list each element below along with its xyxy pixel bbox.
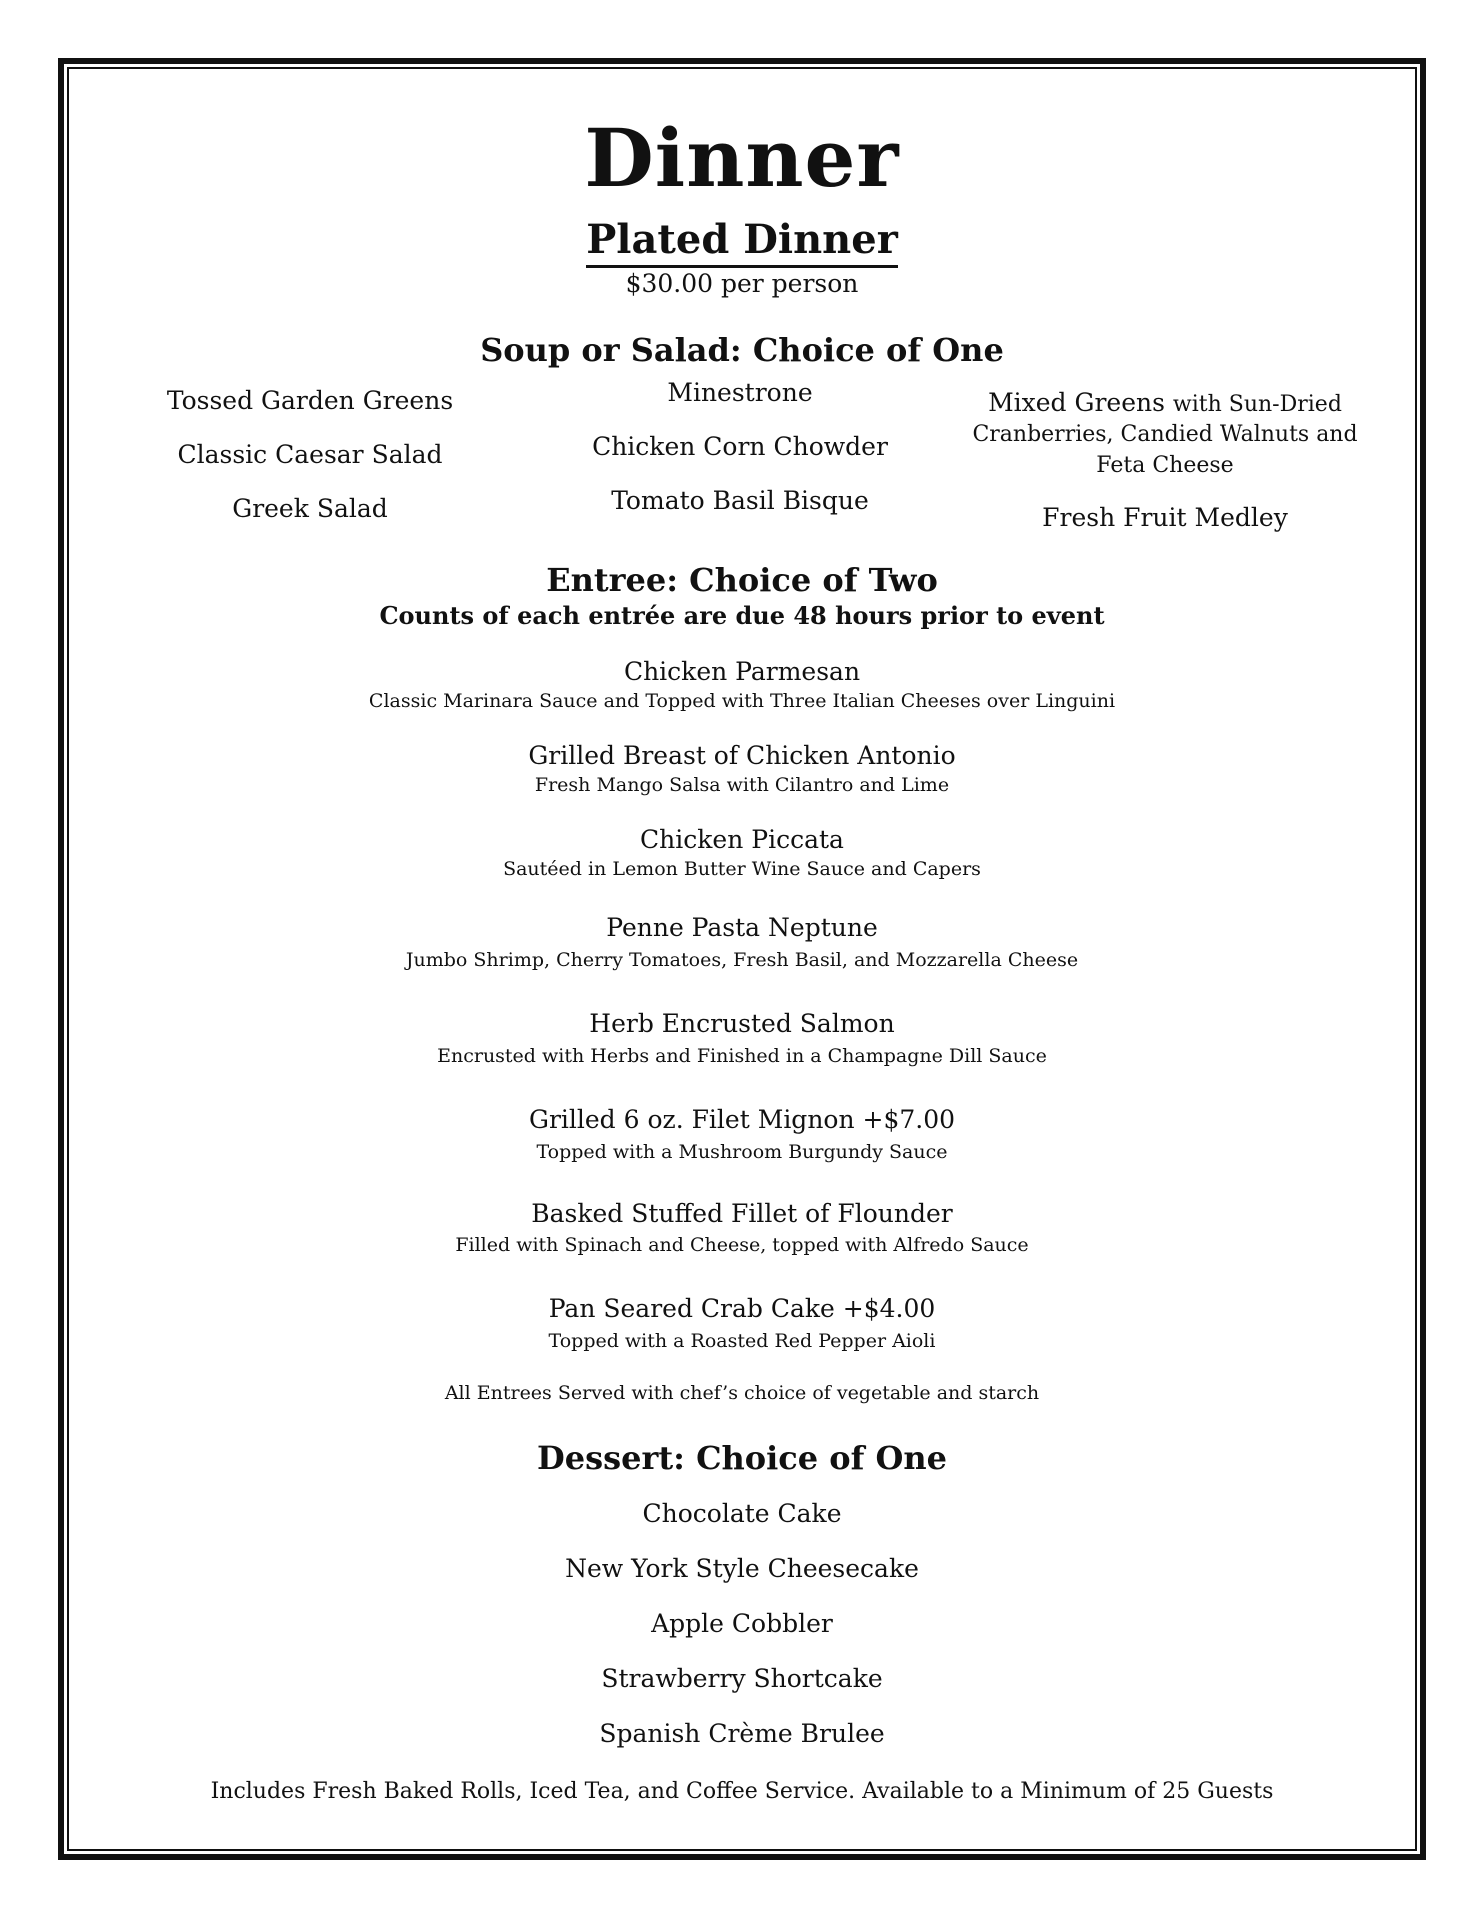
dessert-item: Apple Cobbler: [651, 1609, 833, 1638]
menu-subtitle: [67, 216, 1417, 264]
price-per-person: $30.00 per person: [625, 269, 859, 298]
entree-name: Penne Pasta Neptune: [606, 913, 878, 942]
dessert-item: Strawberry Shortcake: [601, 1664, 883, 1693]
mixed-greens-desc-2: Cranberries, Candied Walnuts and: [972, 422, 1358, 447]
entree-desc: Filled with Spinach and Cheese, topped with Alfredo Sauce: [455, 1234, 1029, 1256]
entree-desc: Classic Marinara Sauce and Topped with Three Italian Cheeses over Linguini: [368, 690, 1116, 712]
entree-desc: Sautéed in Lemon Butter Wine Sauce and Capers: [503, 858, 981, 880]
list-item: Classic Caesar Salad: [177, 440, 443, 469]
entree-desc: Fresh Mango Salsa with Cilantro and Lime: [534, 774, 950, 796]
entree-desc: Topped with a Roasted Red Pepper Aioli: [548, 1330, 936, 1352]
mixed-greens-item: [945, 387, 1385, 421]
page-title: Dinner: [584, 111, 900, 205]
mixed-greens-desc-line-2-row: [945, 417, 1385, 451]
entree-name: Chicken Piccata: [640, 825, 844, 854]
list-item: Chicken Corn Chowder: [592, 432, 888, 461]
list-item: Minestrone: [667, 378, 813, 407]
entree-heading: Entree: Choice of Two: [546, 561, 938, 599]
mixed-greens-desc-line-3-row: [945, 448, 1385, 482]
entree-name: Herb Encrusted Salmon: [589, 1009, 895, 1038]
mixed-greens-desc-3: Feta Cheese: [1096, 453, 1234, 478]
entree-name: Basked Stuffed Fillet of Flounder: [531, 1199, 953, 1228]
entree-name: Grilled Breast of Chicken Antonio: [528, 741, 956, 770]
soup-salad-heading: Soup or Salad: Choice of One: [480, 331, 1004, 369]
dessert-heading: Dessert: Choice of One: [536, 1439, 948, 1477]
dessert-item: Chocolate Cake: [642, 1499, 842, 1528]
menu-subtitle-text: Plated Dinner: [586, 216, 898, 268]
list-item: Tomato Basil Bisque: [611, 486, 869, 515]
entree-name: Grilled 6 oz. Filet Mignon +$7.00: [528, 1105, 956, 1134]
entree-desc: Topped with a Mushroom Burgundy Sauce: [536, 1141, 948, 1163]
dessert-item: New York Style Cheesecake: [565, 1554, 919, 1583]
list-item: Fresh Fruit Medley: [1042, 503, 1288, 532]
entree-desc: Jumbo Shrimp, Cherry Tomatoes, Fresh Basil, and Mozzarella Cheese: [405, 949, 1079, 971]
entree-name: Pan Seared Crab Cake +$4.00: [548, 1294, 936, 1323]
mixed-greens-name: Mixed Greens: [988, 388, 1165, 417]
entree-desc: Encrusted with Herbs and Finished in a Champagne Dill Sauce: [437, 1045, 1047, 1067]
mixed-greens-desc-1: with Sun-Dried: [1172, 392, 1342, 417]
dessert-item: Spanish Crème Brulee: [599, 1719, 885, 1748]
entree-note: Counts of each entrée are due 48 hours prior to event: [379, 601, 1105, 630]
entree-footnote: All Entrees Served with chef’s choice of vegetable and starch: [444, 1382, 1040, 1404]
entree-name: Chicken Parmesan: [623, 657, 861, 686]
list-item: Tossed Garden Greens: [166, 386, 454, 415]
footer-note: Includes Fresh Baked Rolls, Iced Tea, and Coffee Service. Available to a Minimum of 25 Guests: [210, 1779, 1274, 1804]
list-item: Greek Salad: [232, 494, 388, 523]
